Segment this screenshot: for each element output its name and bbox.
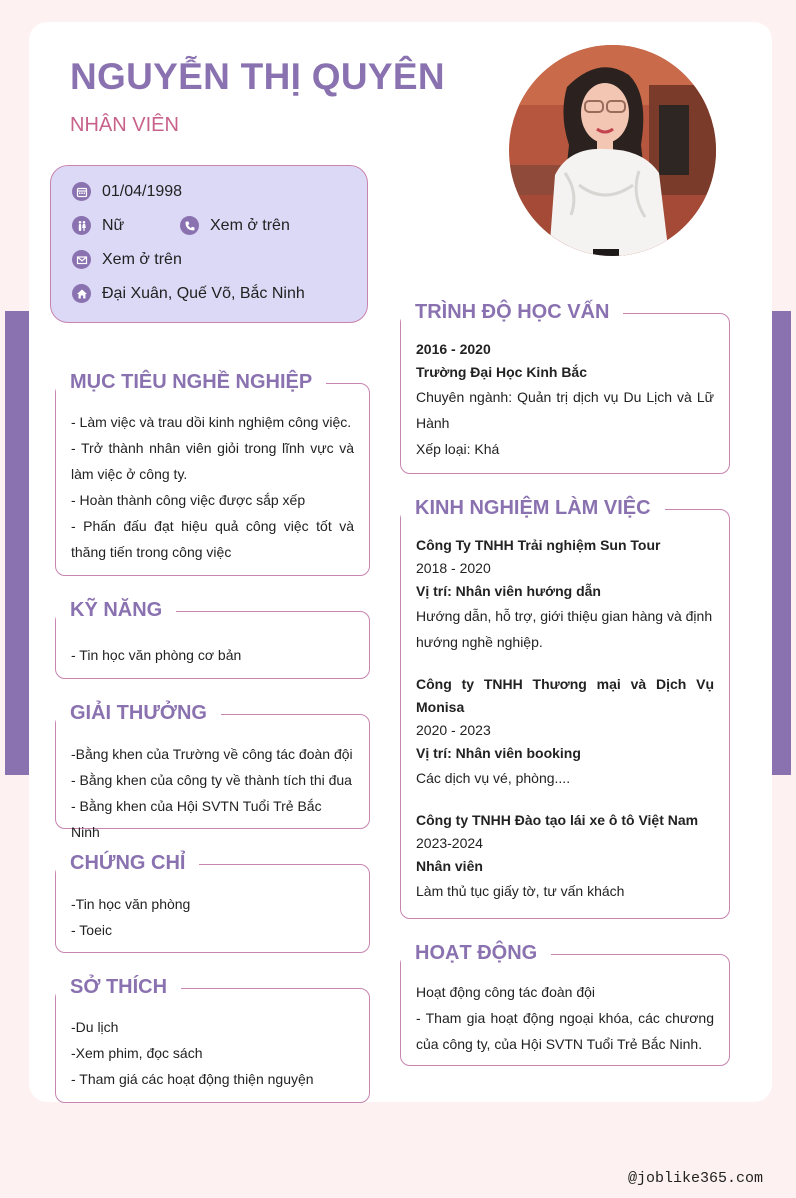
skills-heading: KỸ NĂNG — [56, 598, 176, 622]
job-description: Các dịch vụ vé, phòng.... — [416, 770, 571, 786]
education-period: 2016 - 2020 — [416, 341, 491, 357]
phone-icon — [180, 216, 199, 235]
left-accent-bar — [5, 311, 29, 775]
candidate-name: NGUYỄN THỊ QUYÊN — [70, 56, 445, 97]
activities-line: Hoạt động công tác đoàn đội — [416, 984, 596, 1000]
job-description: Làm thủ tục giấy tờ, tư vấn khách — [416, 883, 625, 899]
address-text: Đại Xuân, Quế Võ, Bắc Ninh — [102, 284, 305, 302]
job-period: 2023-2024 — [416, 835, 483, 851]
hobbies-line: -Xem phim, đọc sách — [71, 1045, 203, 1061]
objective-line: - Làm việc và trau dồi kinh nghiệm công việc. — [71, 414, 352, 430]
hobbies-line: -Du lịch — [71, 1019, 119, 1035]
objective-line: - Phấn đấu đạt hiệu quả công việc tốt và thăng tiến trong công việc — [71, 518, 354, 560]
job-company: Công ty TNHH Thương mại và Dịch Vụ Monisa — [416, 676, 714, 715]
job-company: Công Ty TNHH Trải nghiệm Sun Tour — [416, 537, 661, 553]
certificates-line: -Tin học văn phòng — [71, 896, 191, 912]
awards-line: - Bằng khen của công ty về thành tích thi đua — [71, 772, 352, 788]
education-school: Trường Đại Học Kinh Bắc — [416, 364, 588, 380]
email-text: Xem ở trên — [102, 250, 182, 268]
job-position: Nhân viên — [416, 858, 483, 874]
activities-line: - Tham gia hoạt động ngoại khóa, các chương của công ty, của Hội SVTN Tuổi Trẻ Bắc Ninh. — [416, 1010, 714, 1052]
hobbies-line: - Tham giá các hoạt động thiện nguyện — [71, 1071, 314, 1087]
experience-section — [400, 497, 730, 919]
job-company: Công ty TNHH Đào tạo lái xe ô tô Việt Nam — [416, 812, 699, 828]
awards-line: -Bằng khen của Trường về công tác đoàn đội — [71, 746, 353, 762]
hobbies-section — [55, 976, 370, 1103]
email-row — [72, 250, 182, 269]
birthday-text: 01/04/1998 — [102, 182, 183, 200]
skills-section — [55, 599, 370, 679]
job-title: NHÂN VIÊN — [70, 114, 179, 136]
job-entry — [416, 809, 714, 904]
objective-line: - Trở thành nhân viên giỏi trong lĩnh vực và làm việc ở công ty. — [71, 440, 354, 482]
job-period: 2018 - 2020 — [416, 560, 491, 576]
phone-text: Xem ở trên — [210, 216, 290, 234]
envelope-icon — [72, 250, 91, 269]
home-icon — [72, 284, 91, 303]
education-section — [400, 301, 730, 474]
objective-section — [55, 371, 370, 576]
job-entry — [416, 673, 714, 791]
address-row — [72, 284, 305, 303]
job-period: 2020 - 2023 — [416, 722, 491, 738]
job-description: Hướng dẫn, hỗ trợ, giới thiệu gian hàng và định hướng nghề nghiệp. — [416, 608, 713, 650]
job-position: Vị trí: Nhân viên booking — [416, 745, 581, 761]
certificates-heading: CHỨNG CHỈ — [56, 851, 199, 875]
calendar-icon — [72, 182, 91, 201]
gender-icon — [72, 216, 91, 235]
awards-line: - Bằng khen của Hội SVTN Tuổi Trẻ Bắc Ninh — [71, 798, 322, 840]
skills-line: - Tin học văn phòng cơ bản — [71, 647, 242, 663]
activities-heading: HOẠT ĐỘNG — [401, 941, 551, 965]
profile-photo — [509, 45, 716, 256]
education-heading: TRÌNH ĐỘ HỌC VẤN — [401, 300, 623, 324]
hobbies-heading: SỞ THÍCH — [56, 975, 181, 999]
job-entry — [416, 534, 714, 655]
activities-section — [400, 942, 730, 1066]
certificates-section — [55, 852, 370, 953]
job-position: Vị trí: Nhân viên hướng dẫn — [416, 583, 601, 599]
watermark: @joblike365.com — [627, 1170, 763, 1187]
gender-text: Nữ — [102, 216, 125, 234]
education-major: Chuyên ngành: Quản trị dịch vụ Du Lịch và Lữ Hành — [416, 389, 714, 431]
objective-line: - Hoàn thành công việc được sắp xếp — [71, 492, 306, 508]
experience-heading: KINH NGHIỆM LÀM VIỆC — [401, 496, 665, 520]
education-grade: Xếp loại: Khá — [416, 441, 500, 457]
certificates-line: - Toeic — [71, 922, 112, 938]
awards-section — [55, 702, 370, 840]
awards-heading: GIẢI THƯỞNG — [56, 701, 221, 725]
gender-row — [72, 216, 124, 235]
birthday-row — [72, 182, 182, 201]
profile-photo-illustration — [509, 45, 716, 256]
objective-heading: MỤC TIÊU NGHỀ NGHIỆP — [56, 370, 326, 394]
phone-row — [180, 216, 290, 235]
